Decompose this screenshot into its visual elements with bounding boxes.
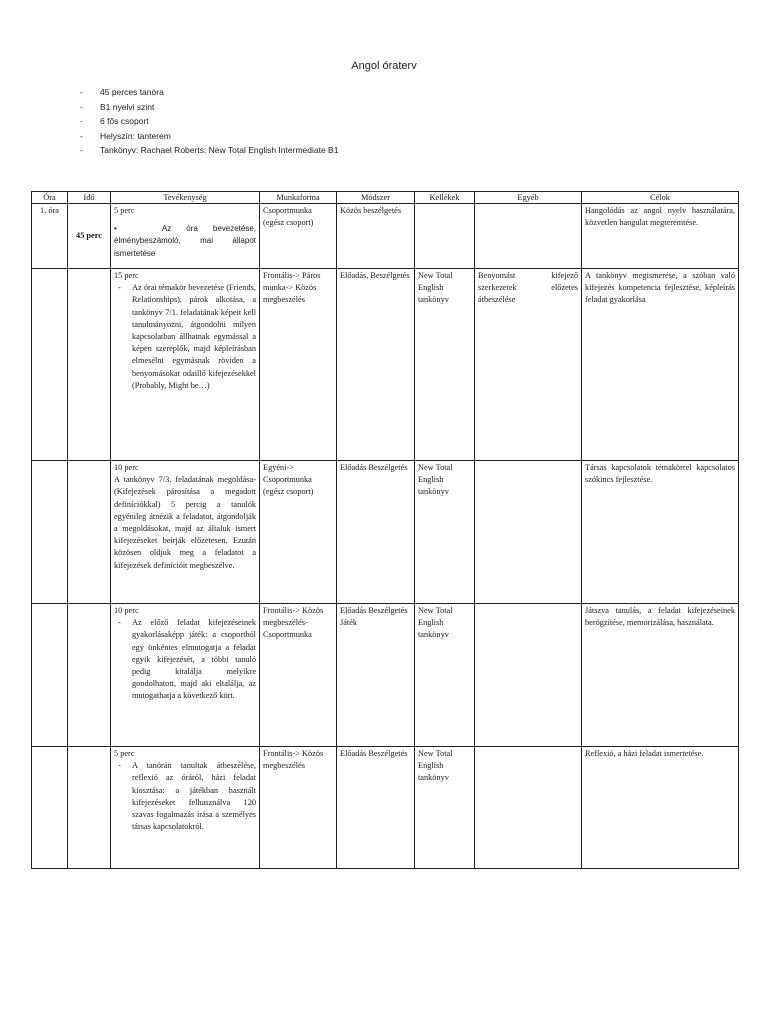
activity-time: 5 perc <box>114 749 135 758</box>
activity-list <box>114 617 256 702</box>
lesson-number-cell-empty <box>32 461 68 604</box>
meta-item: - 45 perces tanóra <box>80 87 164 97</box>
activity-cell <box>111 747 260 869</box>
duration-cell <box>68 204 111 269</box>
kellekek-cell: New Total English tankönyv <box>415 747 475 869</box>
kellekek-cell: New Total English tankönyv <box>415 269 475 461</box>
lesson-number-cell-empty <box>32 269 68 461</box>
kellekek-cell: New Total English tankönyv <box>415 461 475 604</box>
meta-item: - 6 fős csoport <box>80 116 149 127</box>
activity-item: - A tanórán tanultak átbeszélése, reflexió az óráról, házi feladat kiosztása: a játékban használt kifejezéseket felhasználva 120 szavas fogalmazás írása a személyes társas kapcsolatokról. <box>128 760 256 833</box>
duration-cell-empty <box>68 461 111 604</box>
modszer-cell: Közös beszélgetés <box>337 204 415 269</box>
activity-item: - Az előző feladat kifejezéseinek gyakorlásaképp játék: a csoportból egy önkéntes elmutogatja a feladat egyik kifejezését, a többi tanuló pedig kitalálja melyikre gondolhatott, majd aki eltalálja, az mutogathatja a következő kört. <box>128 617 256 702</box>
munkaforma-cell: Frontális-> Páros munka-> Közös megbeszélés <box>260 269 337 461</box>
header-modszer: Módszer <box>337 192 415 204</box>
munkaforma-cell: Egyéni-> Csoportmunka (egész csoport) <box>260 461 337 604</box>
kellekek-cell: New Total English tankönyv <box>415 604 475 747</box>
egyeb-cell <box>475 204 582 269</box>
munkaforma-cell: Frontális-> Közös megbeszélés- Csoportmunka <box>260 604 337 747</box>
activity-time: 10 perc <box>114 463 139 472</box>
table-row <box>32 461 739 604</box>
celok-cell: Reflexió, a házi feladat ismertetése. <box>582 747 739 869</box>
modszer-cell: Előadás Beszélgetés <box>337 461 415 604</box>
celok-cell: Társas kapcsolatok témakörrel kapcsolatos szókincs fejlesztése. <box>582 461 739 604</box>
table-row <box>32 604 739 747</box>
munkaforma-cell: Frontális-> Közös megbeszélés <box>260 747 337 869</box>
header-kellekek: Kellékek <box>415 192 475 204</box>
lesson-meta-list <box>80 85 338 158</box>
activity-item: - Az órai témakör bevezetése (Friends, Relationships), párok alkotása, a tankönyv 7/1. feladatának képeit kell tanulmányozni, átgondolni milyen kapcsolatban állhatnak egymással a képen szereplők, majd képleírásban elmesélni egymásnak röviden a benyomásokat odaillő kifejezésekkel (Probably, Might be…) <box>128 282 256 392</box>
duration-cell-empty <box>68 269 111 461</box>
meta-item: - B1 nyelvi szint <box>80 101 155 112</box>
activity-text: A tankönyv 7/3. feladatának megoldása- (Kifejezések párosítása a megadott definíciókkal) 5 percig a tanulók egyénileg átnézik a feladatot, átgondolják a megoldásokat, majd az általuk ismert kifejezéseket beírják előzetesen. Ezután közösen oldjuk meg a feladatot a kifejezések definícióit megbeszélve. <box>114 475 256 570</box>
modszer-cell: Előadás, Beszélgetés <box>337 269 415 461</box>
table-row <box>32 269 739 461</box>
modszer-cell: Előadás Beszélgetés Játék <box>337 604 415 747</box>
activity-time: 15 perc <box>114 271 139 280</box>
activity-cell <box>111 604 260 747</box>
activity-cell <box>111 269 260 461</box>
lesson-number-cell-empty <box>32 604 68 747</box>
header-ora: Óra <box>32 192 68 204</box>
table-header-row <box>32 192 739 204</box>
celok-cell: A tankönyv megismerése, a szóban való kifejezés kompetencia fejlesztése, képleírás feladat gyakorlása <box>582 269 739 461</box>
page-title: Angol óraterv <box>351 60 417 72</box>
lesson-plan-table <box>31 191 739 869</box>
header-celok: Célok <box>582 192 739 204</box>
activity-time: 10 perc <box>114 606 139 615</box>
modszer-cell: Előadás Beszélgetés <box>337 747 415 869</box>
meta-item: - Tankönyv: Rachael Roberts: New Total English Intermediate B1 <box>80 145 339 156</box>
table-row <box>32 204 739 269</box>
activity-list <box>114 282 256 392</box>
activity-time: 5 perc <box>114 206 135 215</box>
lesson-number-cell: 1. óra <box>32 204 68 269</box>
lesson-number-cell-empty <box>32 747 68 869</box>
table-row <box>32 747 739 869</box>
activity-cell <box>111 461 260 604</box>
header-tevekenyseg: Tevékenység <box>111 192 260 204</box>
activity-cell <box>111 204 260 269</box>
egyeb-cell <box>475 747 582 869</box>
duration-cell-empty <box>68 747 111 869</box>
munkaforma-cell: Csoportmunka (egész csoport) <box>260 204 337 269</box>
header-munkaforma: Munkaforma <box>260 192 337 204</box>
duration-cell-empty <box>68 604 111 747</box>
activity-list <box>114 760 256 833</box>
egyeb-cell: Benyomást kifejező szerkezetek előzetes átbeszélése <box>475 269 582 461</box>
duration-value: 45 perc <box>76 230 102 240</box>
header-ido: Idő <box>68 192 111 204</box>
meta-item: - Helyszín: tanterem <box>80 130 171 141</box>
egyeb-cell <box>475 604 582 747</box>
header-egyeb: Egyéb <box>475 192 582 204</box>
egyeb-cell <box>475 461 582 604</box>
celok-cell: Hangolódás az angol nyelv használatára, közvetlen hangulat megteremtése. <box>582 204 739 269</box>
celok-cell: Játszva tanulás, a feladat kifejezéseinek berögzítése, memorizálása, használata. <box>582 604 739 747</box>
kellekek-cell <box>415 204 475 269</box>
activity-bullet: • Az óra bevezetése, élménybeszámoló, mai állapot ismertetése <box>114 223 256 260</box>
